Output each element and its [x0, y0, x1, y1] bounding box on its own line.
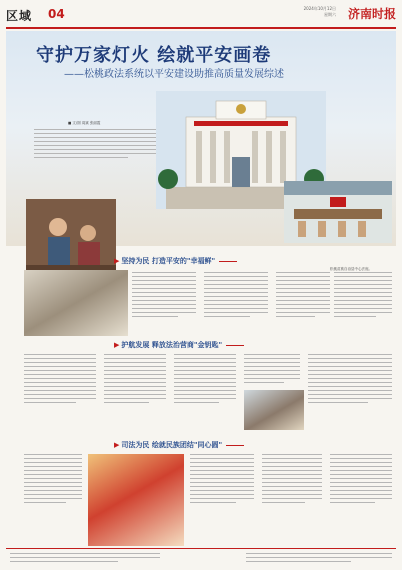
section3-col-1 — [24, 454, 82, 506]
section2-col-4 — [244, 354, 300, 386]
section3-col-4 — [330, 454, 392, 506]
article-title: 守护万家灯火 绘就平安画卷 — [36, 45, 272, 66]
header-rule — [6, 27, 396, 29]
section1-col-1 — [132, 272, 196, 320]
article-subtitle: ——松桃政法系统以平安建设助推高质量发展综述 — [64, 69, 284, 80]
arrow-icon: ▶ — [114, 441, 120, 449]
page-number: 04 — [48, 7, 65, 21]
arrow-icon: ▶ — [114, 257, 120, 265]
courtroom-photo — [284, 181, 392, 243]
section-tag: 区域 — [6, 9, 33, 23]
section2-col-1 — [24, 354, 96, 406]
section-heading-3: ▶ 司法为民 绘就民族团结"同心圆" — [114, 440, 248, 450]
masthead-logo: 济南时报 — [347, 7, 396, 21]
page-header — [6, 4, 396, 26]
arrow-icon: ▶ — [114, 341, 120, 349]
photo-caption: 松桃苗族自治县中心法庭。 — [330, 267, 372, 271]
section3-col-3 — [262, 454, 322, 506]
section1-photo — [24, 270, 128, 336]
section1-col-4 — [334, 272, 392, 320]
page-footer — [6, 548, 396, 569]
article-byline: ■ 文/图 周斌 张丽霞 — [68, 121, 101, 125]
section2-col-2 — [104, 354, 166, 406]
section2-col-5 — [308, 354, 392, 406]
section3-photo — [88, 454, 184, 546]
section2-photo — [244, 390, 304, 430]
footer-col-left — [10, 553, 160, 565]
section1-col-3 — [276, 272, 330, 320]
issue-date: 2024年10月12日 星期六 — [303, 6, 336, 17]
footer-col-right — [246, 553, 392, 565]
section2-col-3 — [174, 354, 236, 406]
section-heading-1: ▶ 坚持为民 打造平安的"幸福鲜" — [114, 256, 241, 266]
section-heading-2: ▶ 护航发展 释放法治营商"金钥匙" — [114, 340, 248, 350]
counseling-photo — [26, 199, 116, 277]
section1-col-2 — [204, 272, 268, 320]
section3-col-2 — [190, 454, 254, 506]
intro-lines — [34, 129, 164, 158]
intro-text — [34, 129, 164, 161]
